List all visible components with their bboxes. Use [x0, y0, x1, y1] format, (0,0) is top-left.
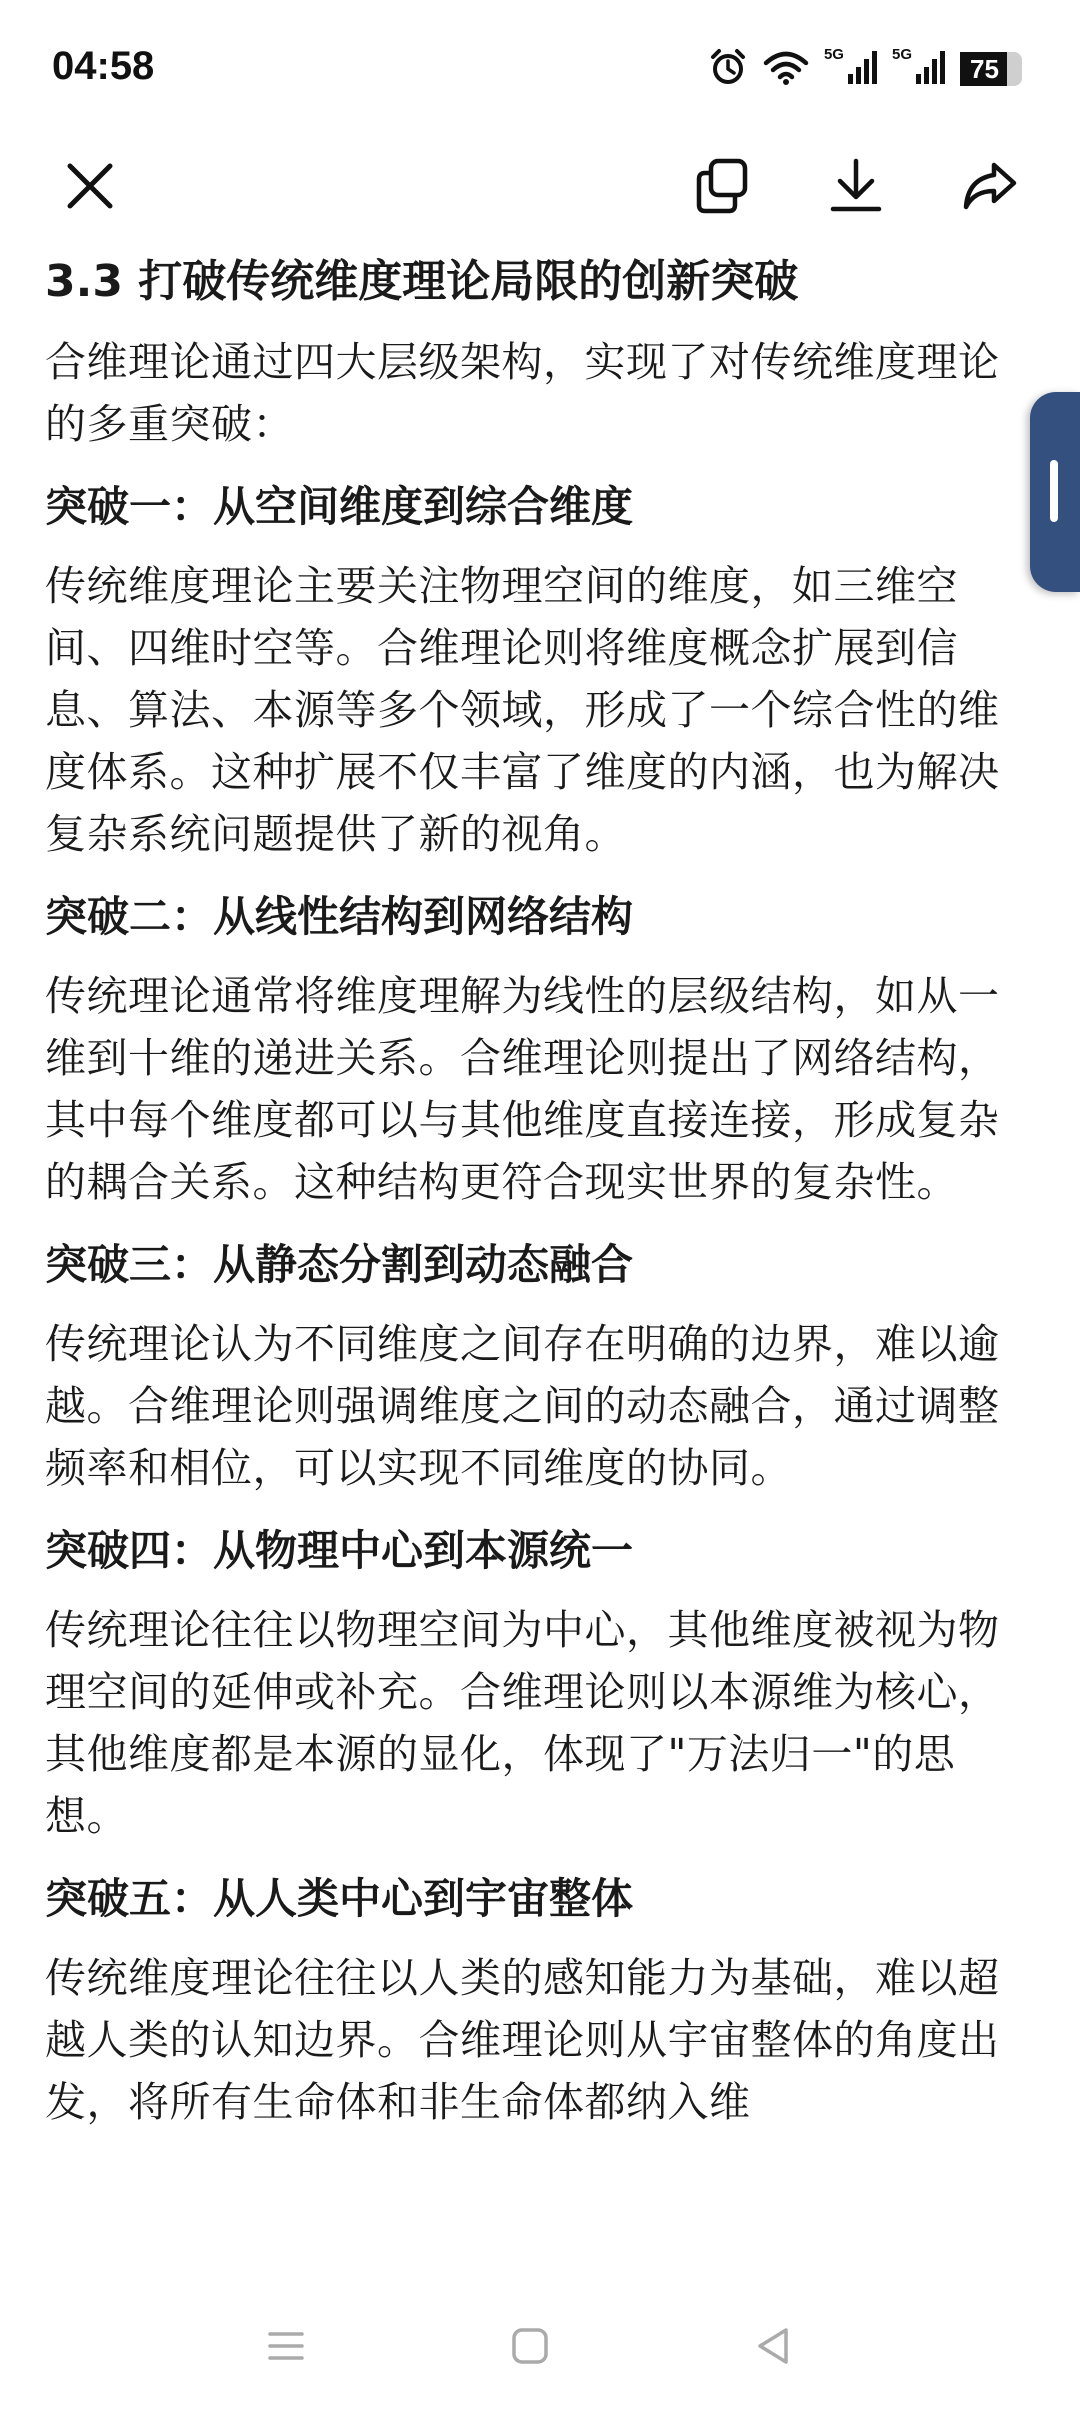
side-scroll-handle[interactable] — [1030, 392, 1080, 592]
back-button[interactable] — [738, 2310, 810, 2382]
breakthrough-5-text: 传统维度理论往往以人类的感知能力为基础，难以超越人类的认知边界。合维理论则从宇宙整体的角度出发，将所有生命体和非生命体都纳入维 — [45, 1954, 1000, 2126]
close-icon — [62, 158, 118, 214]
alarm-icon — [708, 47, 748, 91]
handle-grip — [1050, 460, 1058, 522]
breakthrough-1-text: 传统维度理论主要关注物理空间的维度，如三维空间、四维时空等。合维理论则将维度概念扩展到信息、算法、本源等多个领域，形成了一个综合性的维度体系。这种扩展不仅丰富了维度的内涵，也为解决复杂系统问题提供了新的视角。 — [45, 562, 1000, 858]
breakthrough-1-heading: 突破一：从空间维度到综合维度 — [45, 482, 634, 531]
share-button[interactable] — [952, 148, 1028, 224]
battery-level: 75 — [970, 53, 999, 84]
breakthrough-3-text: 传统理论认为不同维度之间存在明确的边界，难以逾越。合维理论则强调维度之间的动态融合，通过调整频率和相位，可以实现不同维度的协同。 — [45, 1320, 1000, 1492]
signal-5g-icon — [848, 48, 878, 90]
breakthrough-2-text: 传统理论通常将维度理解为线性的层级结构，如从一维到十维的递进关系。合维理论则提出了网络结构，其中每个维度都可以与其他维度直接连接，形成复杂的耦合关系。这种结构更符合现实世界的复杂性。 — [45, 972, 1000, 1206]
home-icon — [508, 2324, 552, 2368]
content-fade — [0, 2230, 1080, 2280]
home-button[interactable] — [494, 2310, 566, 2382]
network-label-2: 5G — [891, 46, 912, 63]
section-title: 3.3 打破传统维度理论局限的创新突破 — [45, 256, 799, 307]
breakthrough-2-heading: 突破二：从线性结构到网络结构 — [45, 892, 634, 941]
network-label-1: 5G — [823, 46, 844, 63]
signal-5g-icon — [916, 48, 946, 90]
breakthrough-5-heading: 突破五：从人类中心到宇宙整体 — [45, 1874, 634, 1923]
top-toolbar — [0, 130, 1080, 240]
status-icons — [708, 46, 1022, 92]
copy-button[interactable] — [684, 148, 760, 224]
back-icon — [752, 2324, 796, 2368]
menu-button[interactable] — [250, 2310, 322, 2382]
download-icon — [827, 157, 885, 215]
breakthrough-4-heading: 突破四：从物理中心到本源统一 — [45, 1526, 634, 1575]
breakthrough-3-heading: 突破三：从静态分割到动态融合 — [45, 1240, 634, 1289]
battery-icon — [960, 52, 1022, 86]
breakthrough-4-text: 传统理论往往以物理空间为中心，其他维度被视为物理空间的延伸或补充。合维理论则以本源维为核心，其他维度都是本源的显化，体现了"万法归一"的思想。 — [45, 1606, 1000, 1840]
download-button[interactable] — [818, 148, 894, 224]
navigation-bar — [0, 2280, 1080, 2412]
article-content — [45, 205, 1035, 2280]
menu-icon — [264, 2324, 308, 2368]
close-button[interactable] — [52, 148, 128, 224]
copy-icon — [693, 157, 751, 215]
status-bar — [0, 0, 1080, 130]
wifi-icon — [762, 47, 810, 91]
status-time: 04:58 — [52, 44, 155, 88]
share-icon — [960, 157, 1020, 215]
intro-paragraph: 合维理论通过四大层级架构，实现了对传统维度理论的多重突破： — [45, 338, 1000, 448]
